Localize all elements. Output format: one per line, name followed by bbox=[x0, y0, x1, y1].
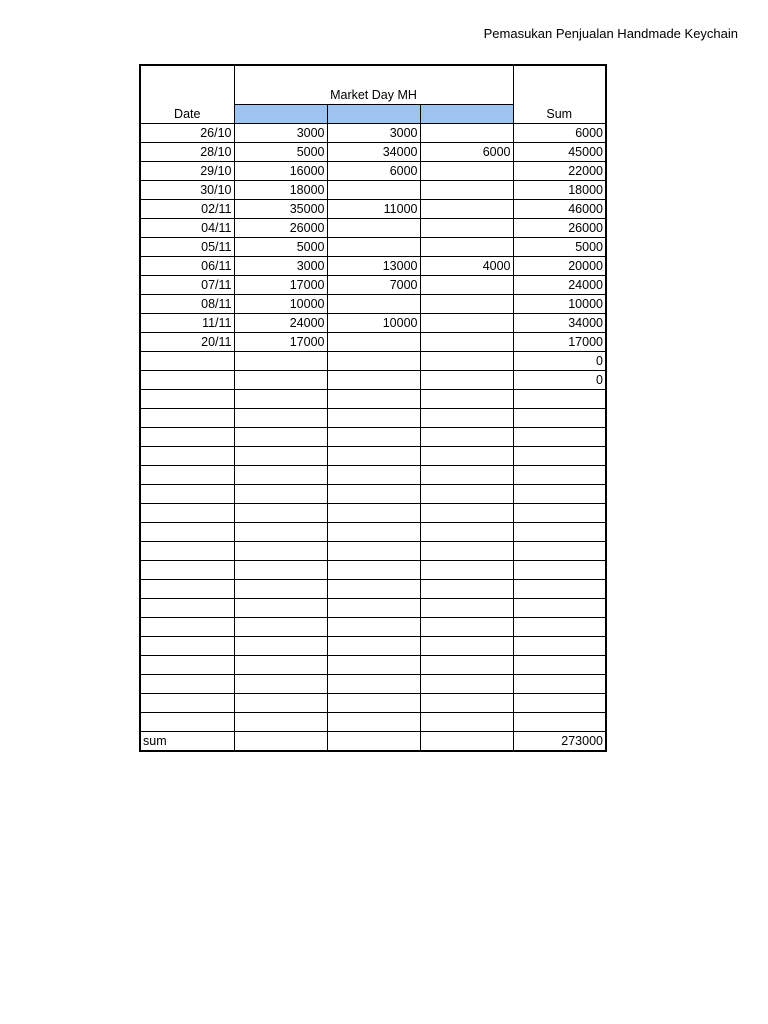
table-row bbox=[140, 428, 606, 447]
table-row bbox=[140, 200, 606, 219]
row-sum-cell: 10000 bbox=[513, 295, 606, 314]
date-cell bbox=[140, 523, 234, 542]
value-cell bbox=[327, 713, 420, 732]
row-sum-cell bbox=[513, 466, 606, 485]
header-row-top bbox=[140, 65, 606, 105]
table-row bbox=[140, 295, 606, 314]
row-sum-cell bbox=[513, 561, 606, 580]
date-cell bbox=[140, 428, 234, 447]
subheader-cell bbox=[234, 105, 327, 124]
table-row bbox=[140, 390, 606, 409]
value-cell bbox=[327, 238, 420, 257]
table-row bbox=[140, 143, 606, 162]
value-cell bbox=[420, 162, 513, 181]
row-sum-cell bbox=[513, 542, 606, 561]
value-cell bbox=[234, 352, 327, 371]
table-row bbox=[140, 466, 606, 485]
total-row bbox=[140, 732, 606, 752]
page-title: Pemasukan Penjualan Handmade Keychain bbox=[483, 26, 738, 41]
date-cell: 20/11 bbox=[140, 333, 234, 352]
value-cell: 3000 bbox=[234, 124, 327, 143]
value-cell bbox=[234, 694, 327, 713]
value-cell bbox=[420, 428, 513, 447]
value-cell bbox=[420, 694, 513, 713]
row-sum-cell bbox=[513, 580, 606, 599]
date-cell bbox=[140, 694, 234, 713]
value-cell bbox=[234, 523, 327, 542]
value-cell bbox=[234, 637, 327, 656]
value-cell: 6000 bbox=[420, 143, 513, 162]
value-cell bbox=[420, 504, 513, 523]
value-cell bbox=[420, 371, 513, 390]
value-cell bbox=[234, 675, 327, 694]
table-row bbox=[140, 485, 606, 504]
empty-cell bbox=[327, 732, 420, 752]
date-cell bbox=[140, 599, 234, 618]
value-cell: 24000 bbox=[234, 314, 327, 333]
row-sum-cell bbox=[513, 447, 606, 466]
table-row bbox=[140, 314, 606, 333]
date-cell: 30/10 bbox=[140, 181, 234, 200]
row-sum-cell: 46000 bbox=[513, 200, 606, 219]
row-sum-cell: 26000 bbox=[513, 219, 606, 238]
value-cell bbox=[420, 219, 513, 238]
value-cell: 3000 bbox=[327, 124, 420, 143]
table-row bbox=[140, 713, 606, 732]
date-cell: 04/11 bbox=[140, 219, 234, 238]
date-header: Date bbox=[140, 65, 234, 124]
row-sum-cell bbox=[513, 504, 606, 523]
date-cell bbox=[140, 466, 234, 485]
value-cell bbox=[234, 618, 327, 637]
value-cell bbox=[420, 637, 513, 656]
value-cell bbox=[327, 523, 420, 542]
value-cell bbox=[234, 390, 327, 409]
date-cell bbox=[140, 713, 234, 732]
row-sum-cell: 34000 bbox=[513, 314, 606, 333]
value-cell bbox=[420, 599, 513, 618]
date-cell bbox=[140, 561, 234, 580]
row-sum-cell: 0 bbox=[513, 352, 606, 371]
value-cell: 16000 bbox=[234, 162, 327, 181]
value-cell bbox=[234, 561, 327, 580]
row-sum-cell bbox=[513, 694, 606, 713]
value-cell: 4000 bbox=[420, 257, 513, 276]
value-cell bbox=[420, 200, 513, 219]
date-cell bbox=[140, 390, 234, 409]
row-sum-cell bbox=[513, 428, 606, 447]
date-cell bbox=[140, 485, 234, 504]
value-cell bbox=[327, 580, 420, 599]
value-cell bbox=[420, 523, 513, 542]
date-cell bbox=[140, 352, 234, 371]
value-cell bbox=[327, 504, 420, 523]
value-cell bbox=[327, 181, 420, 200]
value-cell bbox=[234, 409, 327, 428]
value-cell bbox=[420, 561, 513, 580]
value-cell bbox=[420, 124, 513, 143]
value-cell bbox=[327, 694, 420, 713]
value-cell: 5000 bbox=[234, 238, 327, 257]
value-cell bbox=[327, 447, 420, 466]
value-cell bbox=[420, 409, 513, 428]
value-cell: 3000 bbox=[234, 257, 327, 276]
value-cell bbox=[234, 428, 327, 447]
table-row bbox=[140, 675, 606, 694]
table-row bbox=[140, 599, 606, 618]
value-cell: 18000 bbox=[234, 181, 327, 200]
row-sum-cell bbox=[513, 409, 606, 428]
table-row bbox=[140, 618, 606, 637]
table-row bbox=[140, 580, 606, 599]
row-sum-cell bbox=[513, 390, 606, 409]
date-cell: 26/10 bbox=[140, 124, 234, 143]
value-cell bbox=[234, 371, 327, 390]
value-cell bbox=[420, 466, 513, 485]
value-cell bbox=[234, 580, 327, 599]
value-cell bbox=[327, 561, 420, 580]
table-row bbox=[140, 656, 606, 675]
row-sum-cell bbox=[513, 523, 606, 542]
grand-total: 273000 bbox=[513, 732, 606, 752]
table-row bbox=[140, 333, 606, 352]
row-sum-cell: 0 bbox=[513, 371, 606, 390]
date-cell: 07/11 bbox=[140, 276, 234, 295]
row-sum-cell bbox=[513, 713, 606, 732]
value-cell bbox=[327, 637, 420, 656]
value-cell bbox=[234, 656, 327, 675]
value-cell: 10000 bbox=[234, 295, 327, 314]
date-cell bbox=[140, 675, 234, 694]
value-cell bbox=[327, 352, 420, 371]
row-sum-cell: 5000 bbox=[513, 238, 606, 257]
value-cell: 34000 bbox=[327, 143, 420, 162]
value-cell bbox=[420, 675, 513, 694]
value-cell bbox=[234, 466, 327, 485]
row-sum-cell bbox=[513, 618, 606, 637]
value-cell bbox=[327, 371, 420, 390]
empty-cell bbox=[234, 732, 327, 752]
row-sum-cell bbox=[513, 656, 606, 675]
value-cell: 10000 bbox=[327, 314, 420, 333]
value-cell: 35000 bbox=[234, 200, 327, 219]
table-row bbox=[140, 409, 606, 428]
table-row bbox=[140, 276, 606, 295]
subheader-cell bbox=[327, 105, 420, 124]
row-sum-cell bbox=[513, 599, 606, 618]
value-cell bbox=[234, 713, 327, 732]
value-cell bbox=[327, 542, 420, 561]
date-cell bbox=[140, 542, 234, 561]
date-cell: 06/11 bbox=[140, 257, 234, 276]
value-cell: 17000 bbox=[234, 276, 327, 295]
subheader-cell bbox=[420, 105, 513, 124]
date-cell bbox=[140, 637, 234, 656]
date-cell: 28/10 bbox=[140, 143, 234, 162]
value-cell: 26000 bbox=[234, 219, 327, 238]
value-cell bbox=[234, 504, 327, 523]
table-row bbox=[140, 561, 606, 580]
date-cell bbox=[140, 409, 234, 428]
date-cell bbox=[140, 504, 234, 523]
empty-cell bbox=[420, 732, 513, 752]
value-cell bbox=[327, 656, 420, 675]
table-row bbox=[140, 181, 606, 200]
row-sum-cell: 18000 bbox=[513, 181, 606, 200]
table-row bbox=[140, 257, 606, 276]
value-cell bbox=[420, 485, 513, 504]
value-cell bbox=[234, 447, 327, 466]
value-cell bbox=[420, 618, 513, 637]
value-cell bbox=[327, 409, 420, 428]
value-cell bbox=[420, 181, 513, 200]
value-cell bbox=[327, 333, 420, 352]
row-sum-cell: 45000 bbox=[513, 143, 606, 162]
table-row bbox=[140, 637, 606, 656]
row-sum-cell bbox=[513, 637, 606, 656]
date-cell bbox=[140, 447, 234, 466]
value-cell bbox=[420, 333, 513, 352]
table-row bbox=[140, 694, 606, 713]
table-row bbox=[140, 371, 606, 390]
date-cell bbox=[140, 580, 234, 599]
row-sum-cell: 24000 bbox=[513, 276, 606, 295]
value-cell bbox=[420, 295, 513, 314]
value-cell bbox=[420, 352, 513, 371]
value-cell bbox=[420, 542, 513, 561]
value-cell: 17000 bbox=[234, 333, 327, 352]
value-cell bbox=[420, 390, 513, 409]
date-cell: 29/10 bbox=[140, 162, 234, 181]
date-cell bbox=[140, 371, 234, 390]
value-cell bbox=[327, 428, 420, 447]
table-row bbox=[140, 124, 606, 143]
table-row bbox=[140, 219, 606, 238]
value-cell bbox=[420, 713, 513, 732]
value-cell: 11000 bbox=[327, 200, 420, 219]
value-cell bbox=[327, 485, 420, 504]
value-cell bbox=[327, 599, 420, 618]
value-cell bbox=[327, 675, 420, 694]
value-cell bbox=[327, 390, 420, 409]
row-sum-cell: 6000 bbox=[513, 124, 606, 143]
value-cell bbox=[420, 580, 513, 599]
value-cell bbox=[327, 466, 420, 485]
row-sum-cell: 20000 bbox=[513, 257, 606, 276]
table-row bbox=[140, 162, 606, 181]
date-cell: 11/11 bbox=[140, 314, 234, 333]
table-row bbox=[140, 542, 606, 561]
value-cell bbox=[420, 447, 513, 466]
date-cell: 05/11 bbox=[140, 238, 234, 257]
value-cell bbox=[420, 656, 513, 675]
row-sum-cell: 22000 bbox=[513, 162, 606, 181]
value-cell bbox=[327, 219, 420, 238]
value-cell: 13000 bbox=[327, 257, 420, 276]
value-cell: 6000 bbox=[327, 162, 420, 181]
value-cell bbox=[234, 485, 327, 504]
value-cell: 7000 bbox=[327, 276, 420, 295]
sales-table bbox=[139, 64, 607, 752]
total-label: sum bbox=[140, 732, 234, 752]
value-cell bbox=[234, 542, 327, 561]
row-sum-cell: 17000 bbox=[513, 333, 606, 352]
date-cell bbox=[140, 656, 234, 675]
value-cell bbox=[327, 618, 420, 637]
table-row bbox=[140, 238, 606, 257]
value-cell bbox=[234, 599, 327, 618]
value-cell: 5000 bbox=[234, 143, 327, 162]
date-cell bbox=[140, 618, 234, 637]
date-cell: 02/11 bbox=[140, 200, 234, 219]
value-cell bbox=[420, 238, 513, 257]
table-row bbox=[140, 352, 606, 371]
market-day-header: Market Day MH bbox=[234, 65, 513, 105]
table-row bbox=[140, 523, 606, 542]
value-cell bbox=[327, 295, 420, 314]
table-row bbox=[140, 447, 606, 466]
value-cell bbox=[420, 314, 513, 333]
table-row bbox=[140, 504, 606, 523]
date-cell: 08/11 bbox=[140, 295, 234, 314]
sum-header: Sum bbox=[513, 65, 606, 124]
row-sum-cell bbox=[513, 675, 606, 694]
row-sum-cell bbox=[513, 485, 606, 504]
value-cell bbox=[420, 276, 513, 295]
